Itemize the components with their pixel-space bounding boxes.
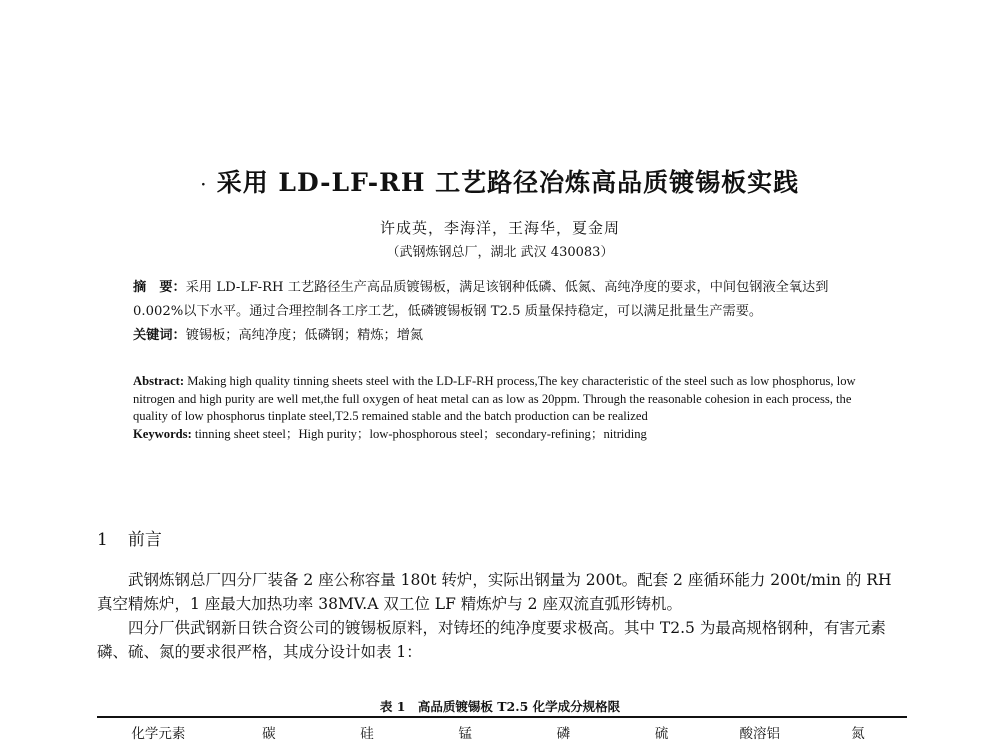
table-caption: 表 1 高品质镀锡板 T2.5 化学成分规格限 <box>379 699 621 714</box>
section-heading <box>97 525 162 550</box>
english-keywords-text: tinning sheet steel；High purity；low-phosphorous steel；secondary-refining；nitriding <box>194 426 647 441</box>
english-abstract-label: Abstract: <box>133 374 185 388</box>
table-header-cell: 碳 <box>262 726 276 742</box>
bullet-dot-icon: · <box>200 176 207 193</box>
section-number: 1 <box>97 530 108 550</box>
chinese-abstract-body <box>133 276 873 324</box>
table-header-row <box>97 722 907 742</box>
chinese-keywords-label: 关键词： <box>133 328 186 343</box>
table-header-cell: 酸溶铝 <box>739 726 781 742</box>
chinese-abstract <box>133 276 873 348</box>
english-abstract-text: Making high quality tinning sheets steel with the LD-LF-RH process,The key characteristic of the steel such as low phosphorus, low nitrogen and high purity are well met,the full oxygen of heat metal can as low as 20ppm. Through the reasonable cohesion in each process, the quality of low phosphorus tinplate steel,T2.5 remained stable and the batch production can be realized <box>133 374 856 423</box>
section-body <box>97 568 907 664</box>
section-title: 前言 <box>127 530 162 550</box>
paper-title-text: 采用 LD-LF-RH 工艺路径冶炼高品质镀锡板实践 <box>216 168 800 197</box>
chinese-abstract-text: 采用 LD-LF-RH 工艺路径生产高品质镀锡板，满足该钢种低磷、低氮、高纯净度的要求，中间包钢液全氧达到 0.002%以下水平。通过合理控制各工序工艺，低磷镀锡板钢 T2.5 质量保持稳定，可以满足批量生产需要。 <box>133 280 829 319</box>
chinese-keywords-text: 镀锡板；高纯净度；低磷钢；精炼；增氮 <box>185 328 424 343</box>
affiliation: （武钢炼钢总厂，湖北 武汉 430083） <box>386 245 614 260</box>
paper-title <box>0 163 1000 199</box>
english-abstract <box>133 373 873 443</box>
table-header-cell: 氮 <box>851 726 865 742</box>
author-list: 许成英，李海洋，王海华，夏金周 <box>379 219 620 237</box>
table-header-cell: 锰 <box>458 726 472 742</box>
chinese-keywords <box>133 324 873 348</box>
english-keywords <box>133 426 873 444</box>
table-header-cell: 化学元素 <box>131 726 186 742</box>
table-top-rule <box>97 716 907 718</box>
paragraph: 四分厂供武钢新日铁合资公司的镀锡板原料，对铸坯的纯净度要求极高。其中 T2.5 为最高规格钢种，有害元素磷、硫、氮的要求很严格，其成分设计如表 1： <box>97 619 886 661</box>
table-header-cell: 硫 <box>654 726 669 742</box>
table-header-cell: 硅 <box>360 726 374 742</box>
chinese-abstract-label: 摘 要： <box>133 280 186 295</box>
table-header-cell: 磷 <box>556 726 571 742</box>
english-abstract-body <box>133 373 873 426</box>
paragraph: 武钢炼钢总厂四分厂装备 2 座公称容量 180t 转炉，实际出钢量为 200t。配套 2 座循环能力 200t/min 的 RH 真空精炼炉，1 座最大加热功率 38MV.A 双工位 LF 精炼炉与 2 座双流直弧形铸机。 <box>97 571 892 613</box>
english-keywords-label: Keywords: <box>133 426 192 441</box>
